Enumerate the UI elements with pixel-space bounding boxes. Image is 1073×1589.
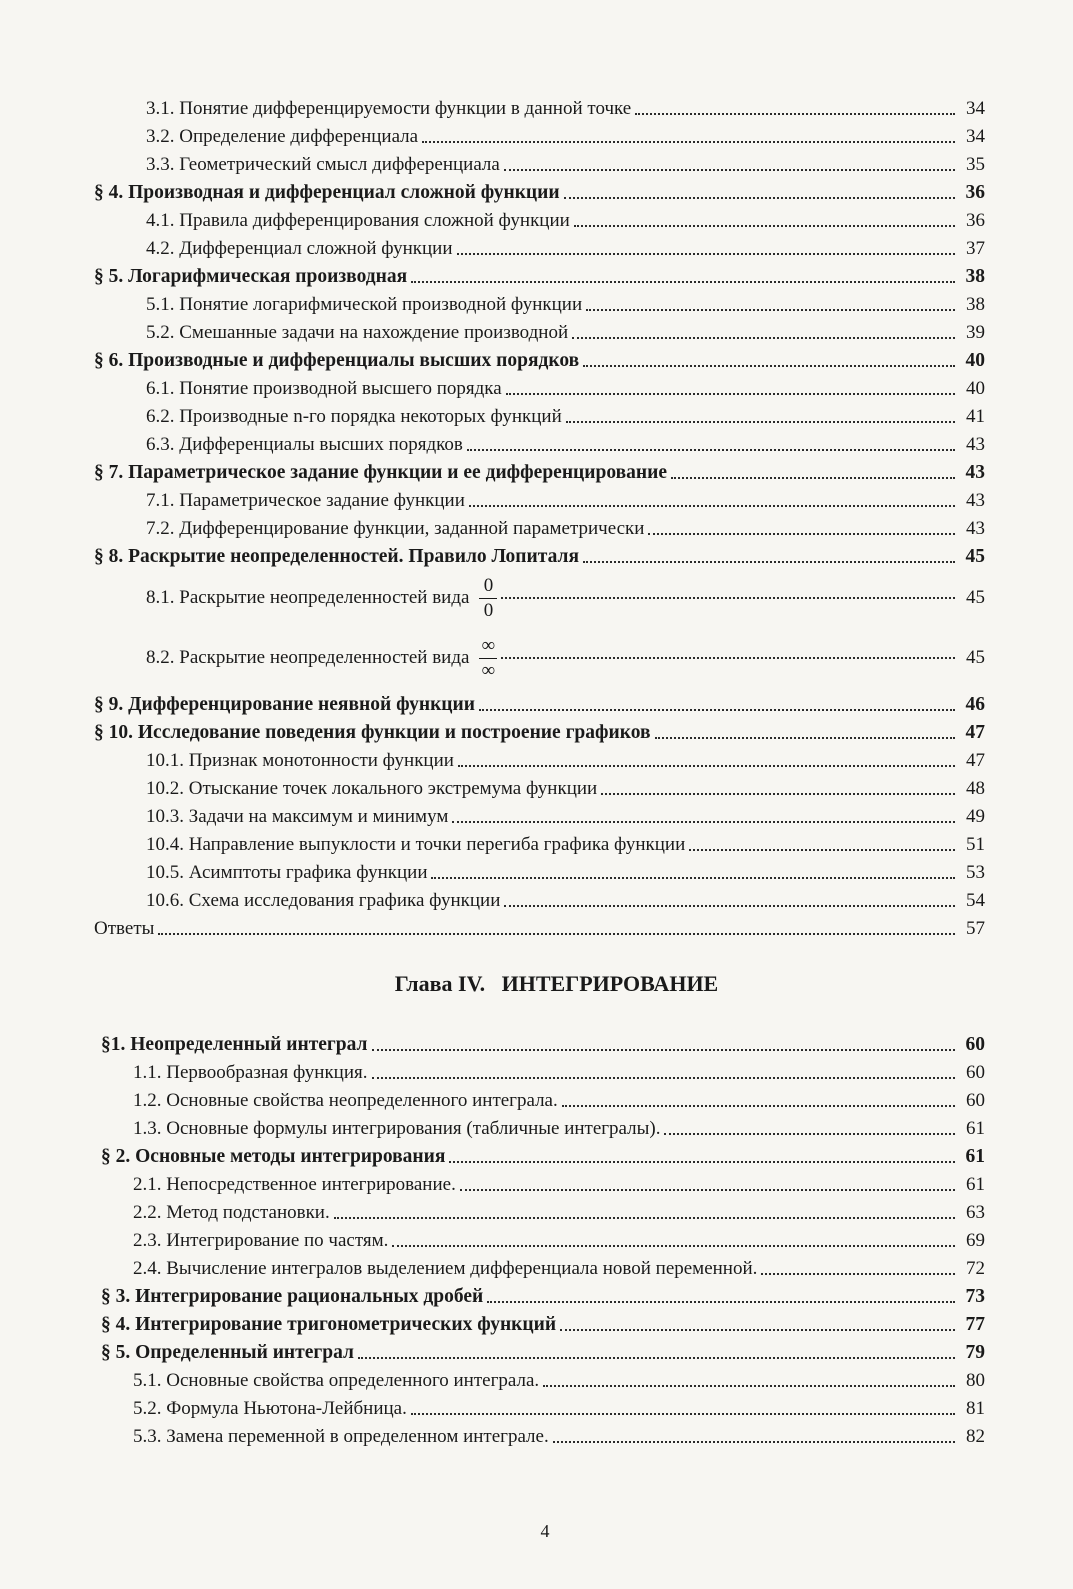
- toc-entry-label: 2.2. Метод подстановки.: [133, 1202, 330, 1223]
- toc-entry: [0, 288, 1073, 316]
- toc-entry-label: 10.2. Отыскание точек локального экстремума функции: [146, 778, 598, 799]
- toc-entry: [0, 856, 1073, 884]
- fraction-denominator: 0: [483, 599, 494, 621]
- toc-entry: [0, 1084, 1073, 1112]
- toc-entry-label: 8.2. Раскрытие неопределенностей вида: [146, 647, 470, 668]
- toc-section-chapter-3-end: [0, 688, 1073, 940]
- toc-entry-label: 2.3. Интегрирование по частям.: [133, 1230, 389, 1251]
- toc-entry-page: 37: [966, 238, 985, 259]
- toc-entry-page: 43: [965, 462, 985, 483]
- toc-entry-page: 36: [965, 182, 985, 203]
- dot-leader: [572, 337, 955, 339]
- toc-entry: [0, 92, 1073, 120]
- dot-leader: [504, 905, 955, 907]
- toc-entry-page: 38: [966, 294, 985, 315]
- toc-entry-label-group: [146, 574, 497, 623]
- dot-leader: [574, 225, 955, 227]
- toc-entry-page: 57: [966, 918, 985, 939]
- toc-entry-label: 5.1. Понятие логарифмической производной функции: [146, 294, 583, 315]
- toc-section-entry: [0, 1280, 1073, 1308]
- toc-entry-label: 5.2. Формула Ньютона-Лейбница.: [133, 1398, 407, 1419]
- dot-leader: [564, 197, 955, 199]
- toc-section-entry: [0, 260, 1073, 288]
- dot-leader: [586, 309, 955, 311]
- toc-entry: [0, 800, 1073, 828]
- toc-entry-label: § 9. Дифференцирование неявной функции: [94, 694, 476, 715]
- toc-entry-page: 63: [966, 1202, 985, 1223]
- toc-entry-label: 3.2. Определение дифференциала: [146, 126, 419, 147]
- toc-entry-label: 10.3. Задачи на максимум и минимум: [146, 806, 449, 827]
- toc-entry: [0, 1364, 1073, 1392]
- toc-entry-page: 43: [966, 490, 985, 511]
- toc-entry: [0, 120, 1073, 148]
- toc-entry-page: 81: [966, 1398, 985, 1419]
- dot-leader: [457, 253, 956, 255]
- fraction-numerator: ∞: [481, 634, 496, 656]
- dot-leader: [467, 449, 955, 451]
- toc-entry-label: 6.3. Дифференциалы высших порядков: [146, 434, 463, 455]
- toc-entry-page: 45: [965, 546, 985, 567]
- toc-section-entry: [0, 1336, 1073, 1364]
- toc-entry-label: 10.6. Схема исследования графика функции: [146, 890, 501, 911]
- dot-leader: [452, 821, 955, 823]
- toc-entry-page: 39: [966, 322, 985, 343]
- toc-entry-page: 77: [965, 1314, 985, 1335]
- dot-leader: [501, 657, 955, 659]
- toc-entry-label: 5.1. Основные свойства определенного интеграла.: [133, 1370, 540, 1391]
- fraction-numerator: 0: [483, 574, 494, 596]
- toc-entry-page: 60: [966, 1062, 985, 1083]
- dot-leader: [372, 1049, 956, 1051]
- toc-section-entry: [0, 344, 1073, 372]
- toc-entry: [0, 1252, 1073, 1280]
- toc-entry-page: 35: [966, 154, 985, 175]
- dot-leader: [655, 737, 955, 739]
- toc-entry-page: 72: [966, 1258, 985, 1279]
- toc-section-entry: [0, 540, 1073, 568]
- toc-entry: [0, 1168, 1073, 1196]
- toc-entry-label: 10.1. Признак монотонности функции: [146, 750, 454, 771]
- toc-entry-page: 45: [966, 647, 985, 668]
- toc-entry-page: 61: [965, 1146, 985, 1167]
- toc-entry: [0, 1224, 1073, 1252]
- toc-entry: [0, 232, 1073, 260]
- toc-entry-label: § 4. Производная и дифференциал сложной функции: [94, 182, 560, 203]
- dot-leader: [479, 709, 955, 711]
- toc-section-chapter-3: [0, 92, 1073, 568]
- toc-entry-page: 53: [966, 862, 985, 883]
- dot-leader: [553, 1441, 955, 1443]
- toc-entry-label: § 8. Раскрытие неопределенностей. Правило Лопиталя: [94, 546, 580, 567]
- toc-section-entry: [0, 456, 1073, 484]
- toc-entry-label: 2.4. Вычисление интегралов выделением дифференциала новой переменной.: [133, 1258, 758, 1279]
- toc-entry: [0, 1056, 1073, 1084]
- toc-entry-label: Ответы: [94, 918, 155, 939]
- toc-entry-label: § 7. Параметрическое задание функции и ее дифференцирование: [94, 462, 668, 483]
- toc-entry-page: 79: [965, 1342, 985, 1363]
- toc-entry-page: 47: [966, 750, 985, 771]
- toc-entry-page: 82: [966, 1426, 985, 1447]
- toc-entry-label: 2.1. Непосредственное интегрирование.: [133, 1174, 456, 1195]
- toc-entry: [0, 512, 1073, 540]
- fraction: [479, 574, 497, 623]
- toc-entry-page: 46: [965, 694, 985, 715]
- toc-entry-label: 7.1. Параметрическое задание функции: [146, 490, 465, 511]
- fraction-denominator: ∞: [481, 659, 496, 681]
- toc-entry-page: 60: [965, 1034, 985, 1055]
- toc-entry: [0, 1112, 1073, 1140]
- toc-section-entry: [0, 176, 1073, 204]
- toc-entry-page: 43: [966, 518, 985, 539]
- dot-leader: [358, 1357, 955, 1359]
- dot-leader: [566, 421, 955, 423]
- toc-entry-page: 48: [966, 778, 985, 799]
- toc-entry-page: 49: [966, 806, 985, 827]
- toc-entry-label: § 6. Производные и дифференциалы высших порядков: [94, 350, 580, 371]
- toc-entry: [0, 1196, 1073, 1224]
- toc-entry: [0, 884, 1073, 912]
- toc-entry-label: 1.3. Основные формулы интегрирования (табличные интегралы).: [133, 1118, 661, 1139]
- dot-leader: [689, 849, 955, 851]
- toc-entry-label: 4.2. Дифференциал сложной функции: [146, 238, 453, 259]
- dot-leader: [449, 1161, 955, 1163]
- toc-entry-label: 3.3. Геометрический смысл дифференциала: [146, 154, 500, 175]
- dot-leader: [543, 1385, 955, 1387]
- toc-section-entry: [0, 716, 1073, 744]
- toc-entry-label: § 5. Логарифмическая производная: [94, 266, 408, 287]
- toc-section-entry: [0, 1028, 1073, 1056]
- toc-entry-label: § 10. Исследование поведения функции и построение графиков: [94, 722, 651, 743]
- toc-entry-label: 6.2. Производные n-го порядка некоторых функций: [146, 406, 562, 427]
- toc-entry-label: 10.5. Асимптоты графика функции: [146, 862, 428, 883]
- dot-leader: [411, 281, 955, 283]
- toc-entry: [0, 1420, 1073, 1448]
- toc-entry-page: 40: [966, 378, 985, 399]
- toc-entry-page: 61: [966, 1174, 985, 1195]
- dot-leader: [372, 1077, 955, 1079]
- toc-entry-label: 10.4. Направление выпуклости и точки перегиба графика функции: [146, 834, 686, 855]
- toc-entry-label: § 3. Интегрирование рациональных дробей: [101, 1286, 484, 1307]
- chapter-heading: [0, 940, 1073, 1028]
- toc-entry: [0, 568, 1073, 628]
- toc-entry-page: 47: [965, 722, 985, 743]
- toc-entry-label: §1. Неопределенный интеграл: [101, 1034, 368, 1055]
- dot-leader: [506, 393, 955, 395]
- dot-leader: [469, 505, 955, 507]
- toc-entry-page: 54: [966, 890, 985, 911]
- toc-entry-label: 6.1. Понятие производной высшего порядка: [146, 378, 502, 399]
- toc-entry: [0, 912, 1073, 940]
- toc-entry: [0, 628, 1073, 688]
- toc-section-fraction-entries: [0, 568, 1073, 688]
- toc-entry-page: 41: [966, 406, 985, 427]
- dot-leader: [411, 1413, 955, 1415]
- toc-entry-page: 36: [966, 210, 985, 231]
- toc-entry-label: § 5. Определенный интеграл: [101, 1342, 354, 1363]
- dot-leader: [392, 1245, 955, 1247]
- toc-entry-page: 38: [965, 266, 985, 287]
- toc-entry-label: 5.2. Смешанные задачи на нахождение производной: [146, 322, 569, 343]
- toc-entry: [0, 772, 1073, 800]
- toc-entry: [0, 428, 1073, 456]
- dot-leader: [583, 365, 955, 367]
- toc-entry-label-group: [146, 634, 497, 683]
- fraction: [479, 634, 497, 683]
- dot-leader: [501, 597, 955, 599]
- toc-entry: [0, 148, 1073, 176]
- toc-entry: [0, 204, 1073, 232]
- toc-entry-label: 4.1. Правила дифференцирования сложной функции: [146, 210, 570, 231]
- toc-entry-page: 40: [965, 350, 985, 371]
- toc-entry-page: 43: [966, 434, 985, 455]
- toc-section-entry: [0, 1140, 1073, 1168]
- toc-entry: [0, 744, 1073, 772]
- toc-entry-page: 60: [966, 1090, 985, 1111]
- toc-entry-page: 45: [966, 587, 985, 608]
- dot-leader: [664, 1133, 955, 1135]
- toc-entry-label: 3.1. Понятие дифференцируемости функции в данной точке: [146, 98, 632, 119]
- dot-leader: [761, 1273, 955, 1275]
- dot-leader: [158, 933, 955, 935]
- dot-leader: [635, 113, 955, 115]
- toc-entry-label: 7.2. Дифференцирование функции, заданной параметрически: [146, 518, 645, 539]
- toc-entry: [0, 372, 1073, 400]
- dot-leader: [460, 1189, 955, 1191]
- dot-leader: [601, 793, 955, 795]
- page-number: 4: [540, 1521, 550, 1541]
- table-of-contents: [0, 92, 1073, 1448]
- toc-entry-page: 34: [966, 98, 985, 119]
- toc-section-entry: [0, 688, 1073, 716]
- dot-leader: [334, 1217, 955, 1219]
- toc-section-chapter-4: [0, 1028, 1073, 1448]
- toc-entry-label: 1.2. Основные свойства неопределенного интеграла.: [133, 1090, 558, 1111]
- dot-leader: [562, 1105, 955, 1107]
- toc-entry-page: 80: [966, 1370, 985, 1391]
- dot-leader: [431, 877, 955, 879]
- dot-leader: [671, 477, 955, 479]
- toc-entry-label: 8.1. Раскрытие неопределенностей вида: [146, 587, 470, 608]
- dot-leader: [560, 1329, 955, 1331]
- toc-entry-page: 51: [966, 834, 985, 855]
- toc-section-entry: [0, 1308, 1073, 1336]
- toc-entry-page: 73: [965, 1286, 985, 1307]
- toc-entry-label: § 4. Интегрирование тригонометрических функций: [101, 1314, 557, 1335]
- chapter-title: Глава IV. ИНТЕГРИРОВАНИЕ: [394, 971, 719, 996]
- dot-leader: [458, 765, 955, 767]
- dot-leader: [648, 533, 955, 535]
- toc-entry: [0, 1392, 1073, 1420]
- toc-entry-label: 1.1. Первообразная функция.: [133, 1062, 368, 1083]
- dot-leader: [504, 169, 955, 171]
- toc-entry-label: 5.3. Замена переменной в определенном интеграле.: [133, 1426, 549, 1447]
- toc-entry-page: 69: [966, 1230, 985, 1251]
- toc-entry: [0, 400, 1073, 428]
- toc-entry: [0, 828, 1073, 856]
- toc-entry-page: 34: [966, 126, 985, 147]
- dot-leader: [422, 141, 955, 143]
- toc-entry: [0, 316, 1073, 344]
- dot-leader: [487, 1301, 955, 1303]
- toc-entry-page: 61: [966, 1118, 985, 1139]
- toc-entry-label: § 2. Основные методы интегрирования: [101, 1146, 446, 1167]
- dot-leader: [583, 561, 955, 563]
- toc-entry: [0, 484, 1073, 512]
